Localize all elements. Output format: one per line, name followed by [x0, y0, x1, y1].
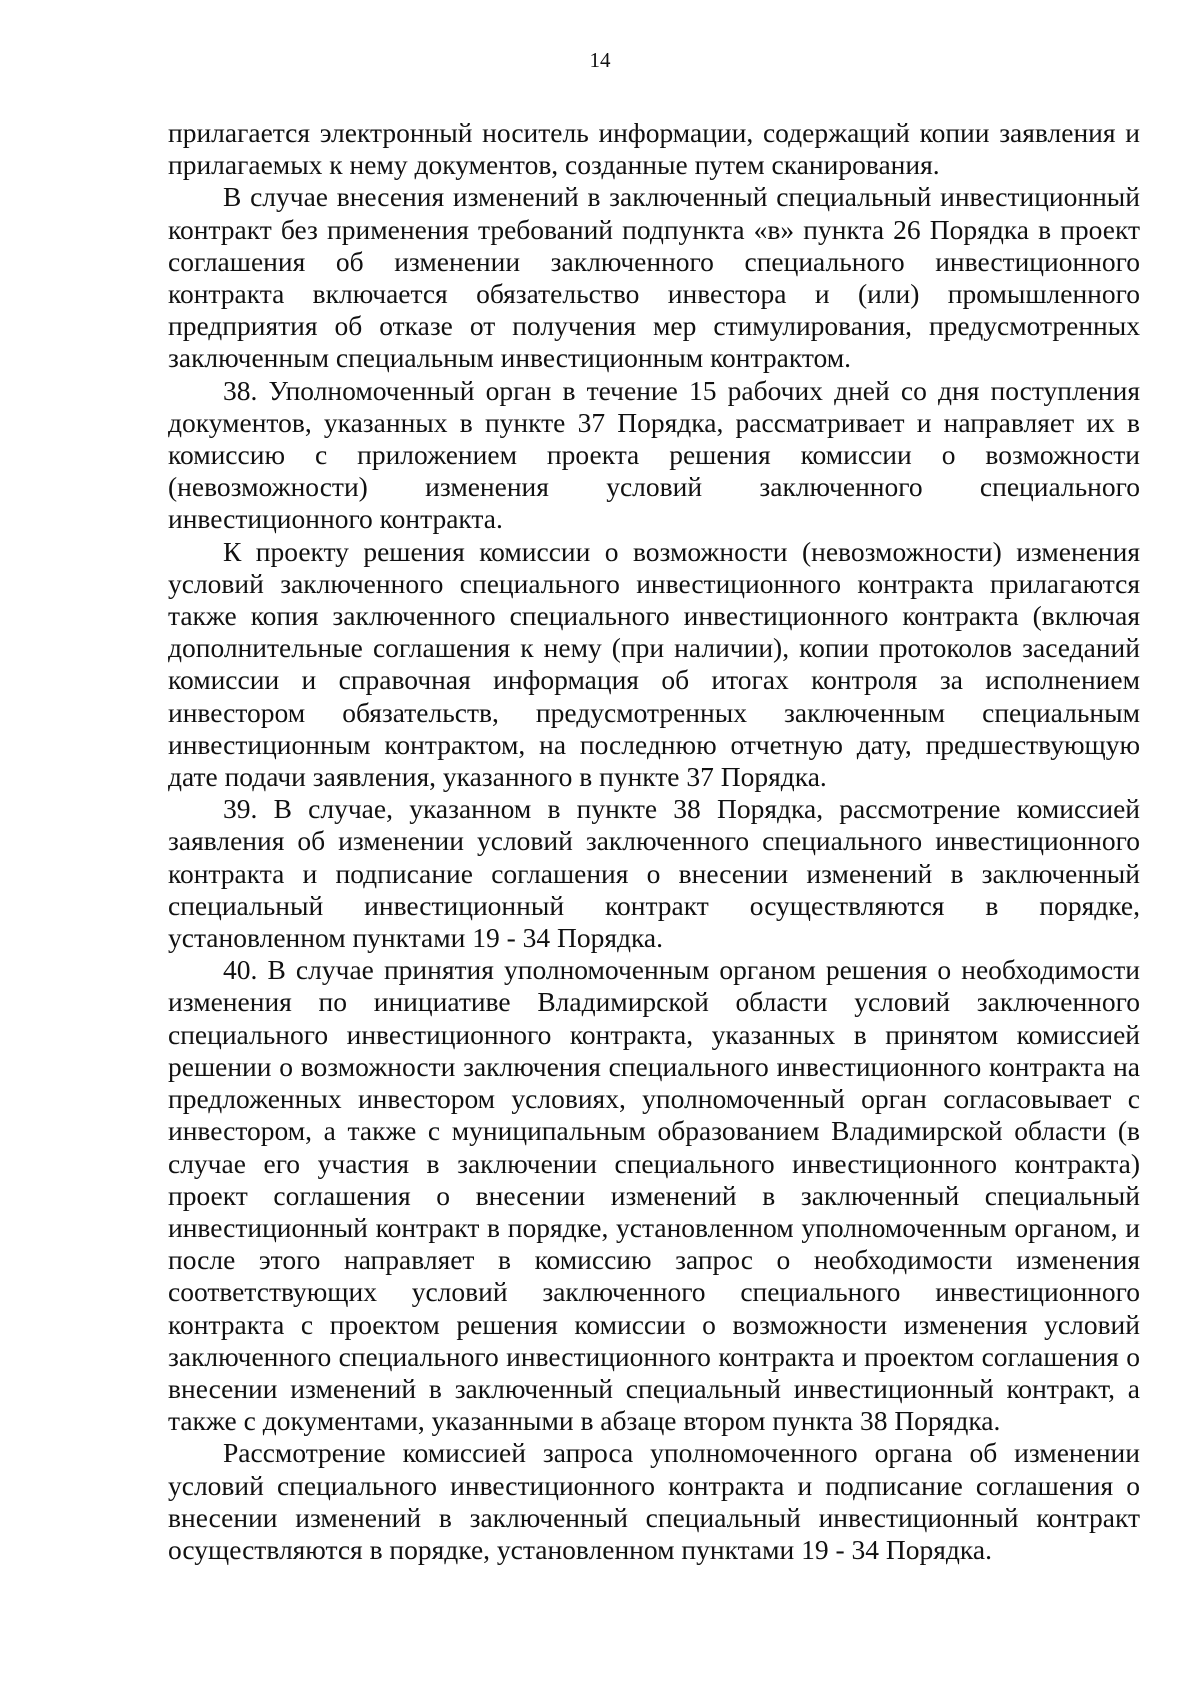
paragraph-commission-review: Рассмотрение комиссией запроса уполномоченного органа об изменении условий специального инвестиционного контракта и подписание соглашения о внесении изменений в заключенный специальный инвестиционный контракт осуществляются в порядке, установленном пунктами 19 - 34 Порядка. [168, 1437, 1140, 1565]
document-body [168, 117, 1140, 1566]
paragraph-continuation: прилагается электронный носитель информации, содержащий копии заявления и прилагаемых к нему документов, созданные путем сканирования. [168, 117, 1140, 181]
paragraph-item-39: 39. В случае, указанном в пункте 38 Порядка, рассмотрение комиссией заявления об изменении условий заключенного специального инвестиционного контракта и подписание соглашения о внесении изменений в заключенный специальный инвестиционный контракт осуществляются в порядке, установленном пунктами 19 - 34 Порядка. [168, 793, 1140, 954]
paragraph-item-38: 38. Уполномоченный орган в течение 15 рабочих дней со дня поступления документов, указанных в пункте 37 Порядка, рассматривает и направляет их в комиссию с приложением проекта решения комиссии о возможности (невозможности) изменения условий заключенного специального инвестиционного контракта. [168, 374, 1140, 535]
paragraph-contract-changes: В случае внесения изменений в заключенный специальный инвестиционный контракт без применения требований подпункта «в» пункта 26 Порядка в проект соглашения об изменении заключенного специального инвестиционного контракта включается обязательство инвестора и (или) промышленного предприятия об отказе от получения мер стимулирования, предусмотренных заключенным специальным инвестиционным контрактом. [168, 181, 1140, 374]
paragraph-draft-decision-attachments: К проекту решения комиссии о возможности (невозможности) изменения условий заключенного специального инвестиционного контракта прилагаются также копия заключенного специального инвестиционного контракта (включая дополнительные соглашения к нему (при наличии), копии протоколов заседаний комиссии и справочная информация об итогах контроля за исполнением инвестором обязательств, предусмотренных заключенным специальным инвестиционным контрактом, на последнюю отчетную дату, предшествующую дате подачи заявления, указанного в пункте 37 Порядка. [168, 535, 1140, 793]
paragraph-item-40: 40. В случае принятия уполномоченным органом решения о необходимости изменения по инициативе Владимирской области условий заключенного специального инвестиционного контракта, указанных в принятом комиссией решении о возможности заключения специального инвестиционного контракта на предложенных инвестором условиях, уполномоченный орган согласовывает с инвестором, а также с муниципальным образованием Владимирской области (в случае его участия в заключении специального инвестиционного контракта) проект соглашения о внесении изменений в заключенный специальный инвестиционный контракт в порядке, установленном уполномоченным органом, и после этого направляет в комиссию запрос о необходимости изменения соответствующих условий заключенного специального инвестиционного контракта с проектом решения комиссии о возможности изменения условий заключенного специального инвестиционного контракта и проектом соглашения о внесении изменений в заключенный специальный инвестиционный контракт, а также с документами, указанными в абзаце втором пункта 38 Порядка. [168, 954, 1140, 1437]
page-number: 14 [589, 48, 611, 72]
